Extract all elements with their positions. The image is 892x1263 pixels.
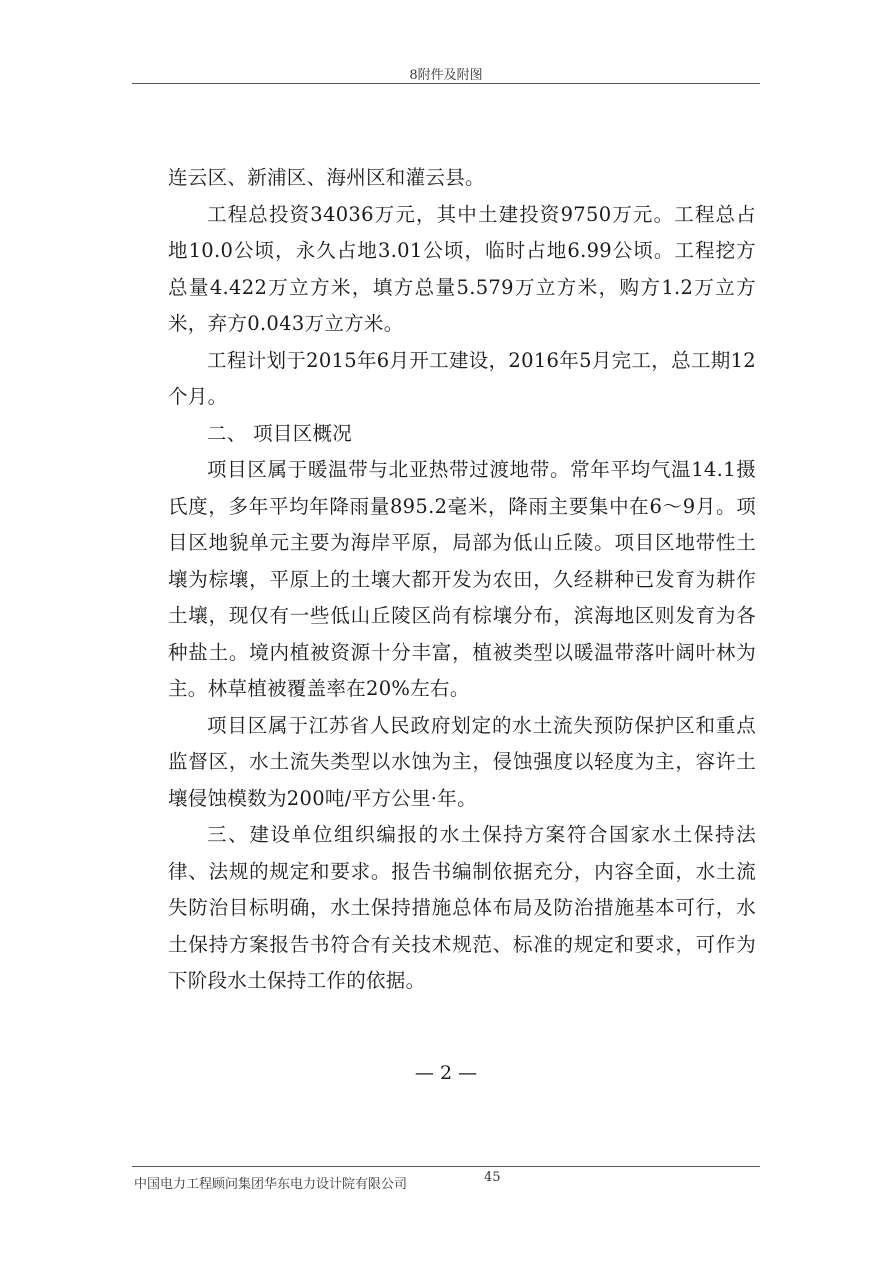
page-number: — 2 —: [414, 1062, 478, 1084]
document-body: [168, 160, 756, 1000]
running-header: 8附件及附图: [409, 68, 483, 83]
paragraph-conclusion: 三、建设单位组织编报的水土保持方案符合国家水土保持法律、法规的规定和要求。报告书编制依据充分，内容全面，水土流失防治目标明确，水土保持措施总体布局及防治措施基本可行，水土保持方案报告书符合有关技术规范、标准的规定和要求，可作为下阶段水土保持工作的依据。: [168, 823, 756, 992]
footer-page-number: 45: [484, 1170, 501, 1185]
header-rule: [132, 83, 760, 84]
section-heading-project-area: 二、 项目区概况: [207, 421, 353, 445]
paragraph-erosion: 项目区属于江苏省人民政府划定的水土流失预防保护区和重点监督区，水土流失类型以水蚀为主，侵蚀强度以轻度为主，容许土壤侵蚀模数为200吨/平方公里·年。: [168, 713, 756, 810]
paragraph-investment: 工程总投资34036万元，其中土建投资9750万元。工程总占地10.0公顷，永久占地3.01公顷，临时占地6.99公顷。工程挖方总量4.422万立方米，填方总量5.579万立方米，购方1.2万立方米，弃方0.043万立方米。: [168, 202, 756, 335]
paragraph-continuation: 连云区、新浦区、海州区和灌云县。: [168, 166, 485, 189]
paragraph-schedule: 工程计划于2015年6月开工建设，2016年5月完工，总工期12个月。: [168, 348, 756, 408]
footer-company: 中国电力工程顾问集团华东电力设计院有限公司: [134, 1177, 408, 1192]
footer-rule: [132, 1166, 760, 1167]
paragraph-climate: 项目区属于暖温带与北亚热带过渡地带。常年平均气温14.1摄氏度，多年平均年降雨量895.2毫米，降雨主要集中在6～9月。项目区地貌单元主要为海岸平原，局部为低山丘陵。项目区地带性土壤为棕壤，平原上的土壤大都开发为农田，久经耕种已发育为耕作土壤，现仅有一些低山丘陵区尚有棕壤分布，滨海地区则发育为各种盐土。境内植被资源十分丰富，植被类型以暖温带落叶阔叶林为主。林草植被覆盖率在20%左右。: [168, 458, 756, 700]
